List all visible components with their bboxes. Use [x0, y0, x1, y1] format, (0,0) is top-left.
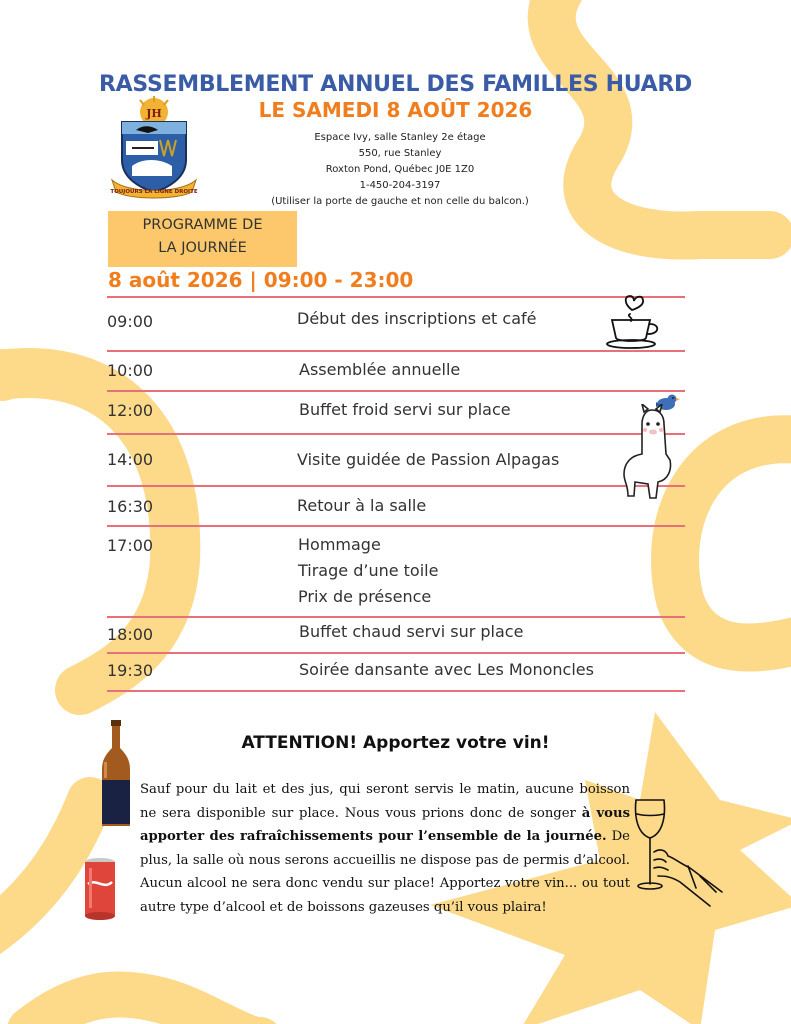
schedule-time: 17:00 [107, 536, 154, 555]
schedule-divider [107, 350, 685, 352]
svg-text:JH: JH [146, 107, 162, 120]
alpaca-icon [618, 404, 684, 504]
address-line-2: 550, rue Stanley [358, 148, 442, 159]
attention-heading: ATTENTION! Apportez votre vin! [241, 733, 550, 753]
entrance-note: (Utiliser la porte de gauche et non celle du balcon.) [271, 196, 529, 207]
schedule-time: 12:00 [107, 401, 154, 420]
program-label-box [108, 211, 297, 267]
phone-number: 1-450-204-3197 [359, 180, 441, 191]
paragraph-bold-text: à vous apporter des rafraîchissements pour l’ensemble de la journée. [140, 805, 630, 845]
schedule-divider [107, 296, 685, 298]
schedule-divider [107, 616, 685, 618]
svg-text:TOUJOURS LA LIGNE DROITE: TOUJOURS LA LIGNE DROITE [110, 189, 198, 195]
schedule-divider [107, 652, 685, 654]
program-label-line-1: PROGRAMME DE [142, 217, 263, 233]
coffee-cup-icon [604, 288, 662, 350]
address-line-3: Roxton Pond, Québec J0E 1Z0 [325, 164, 475, 175]
schedule-divider [107, 433, 685, 435]
schedule-divider [107, 485, 685, 487]
address-line-1: Espace Ivy, salle Stanley 2e étage [314, 132, 486, 143]
program-date-time: 8 août 2026 | 09:00 - 23:00 [108, 268, 414, 292]
address-block [220, 130, 580, 210]
paragraph-text: Sauf pour du lait et des jus, qui seront servis le matin, aucune boisson ne sera disponible sur place. Nous vous prions donc de songer [140, 782, 630, 821]
schedule-event: Prix de présence [298, 587, 432, 606]
wine-glass-hand-icon [630, 796, 726, 916]
schedule-event: Retour à la salle [297, 496, 427, 515]
page-title: RASSEMBLEMENT ANNUEL DES FAMILLES HUARD [99, 72, 692, 97]
program-label-line-2: LA JOURNÉE [158, 240, 247, 256]
schedule-divider [107, 390, 685, 392]
attention-paragraph [140, 778, 630, 920]
schedule-time: 09:00 [107, 312, 154, 331]
schedule-divider [107, 525, 685, 527]
schedule-event: Tirage d’une toile [298, 561, 439, 580]
schedule-divider [107, 690, 685, 692]
schedule-event: Buffet froid servi sur place [299, 400, 511, 419]
schedule-time: 16:30 [107, 497, 154, 516]
schedule-time: 10:00 [107, 361, 154, 380]
soda-can-icon [82, 856, 118, 922]
schedule-event: Buffet chaud servi sur place [299, 622, 524, 641]
schedule-event: Hommage [298, 535, 381, 554]
schedule-time: 19:30 [107, 661, 154, 680]
schedule-event: Visite guidée de Passion Alpagas [297, 450, 560, 469]
paragraph-text: De plus, la salle où nous serons accueillis ne dispose pas de permis d’alcool. Aucun alcool ne sera donc vendu sur place! Apportez votre vin... ou tout autre type d’alcool et de boissons gazeuses qu’il vous plaira! [140, 829, 630, 915]
event-date-subtitle: LE SAMEDI 8 AOÛT 2026 [258, 98, 533, 122]
schedule-time: 18:00 [107, 625, 154, 644]
schedule-event: Soirée dansante avec Les Mononcles [299, 660, 594, 679]
schedule-event: Début des inscriptions et café [297, 309, 537, 328]
schedule-event: Assemblée annuelle [299, 360, 461, 379]
schedule-time: 14:00 [107, 450, 154, 469]
